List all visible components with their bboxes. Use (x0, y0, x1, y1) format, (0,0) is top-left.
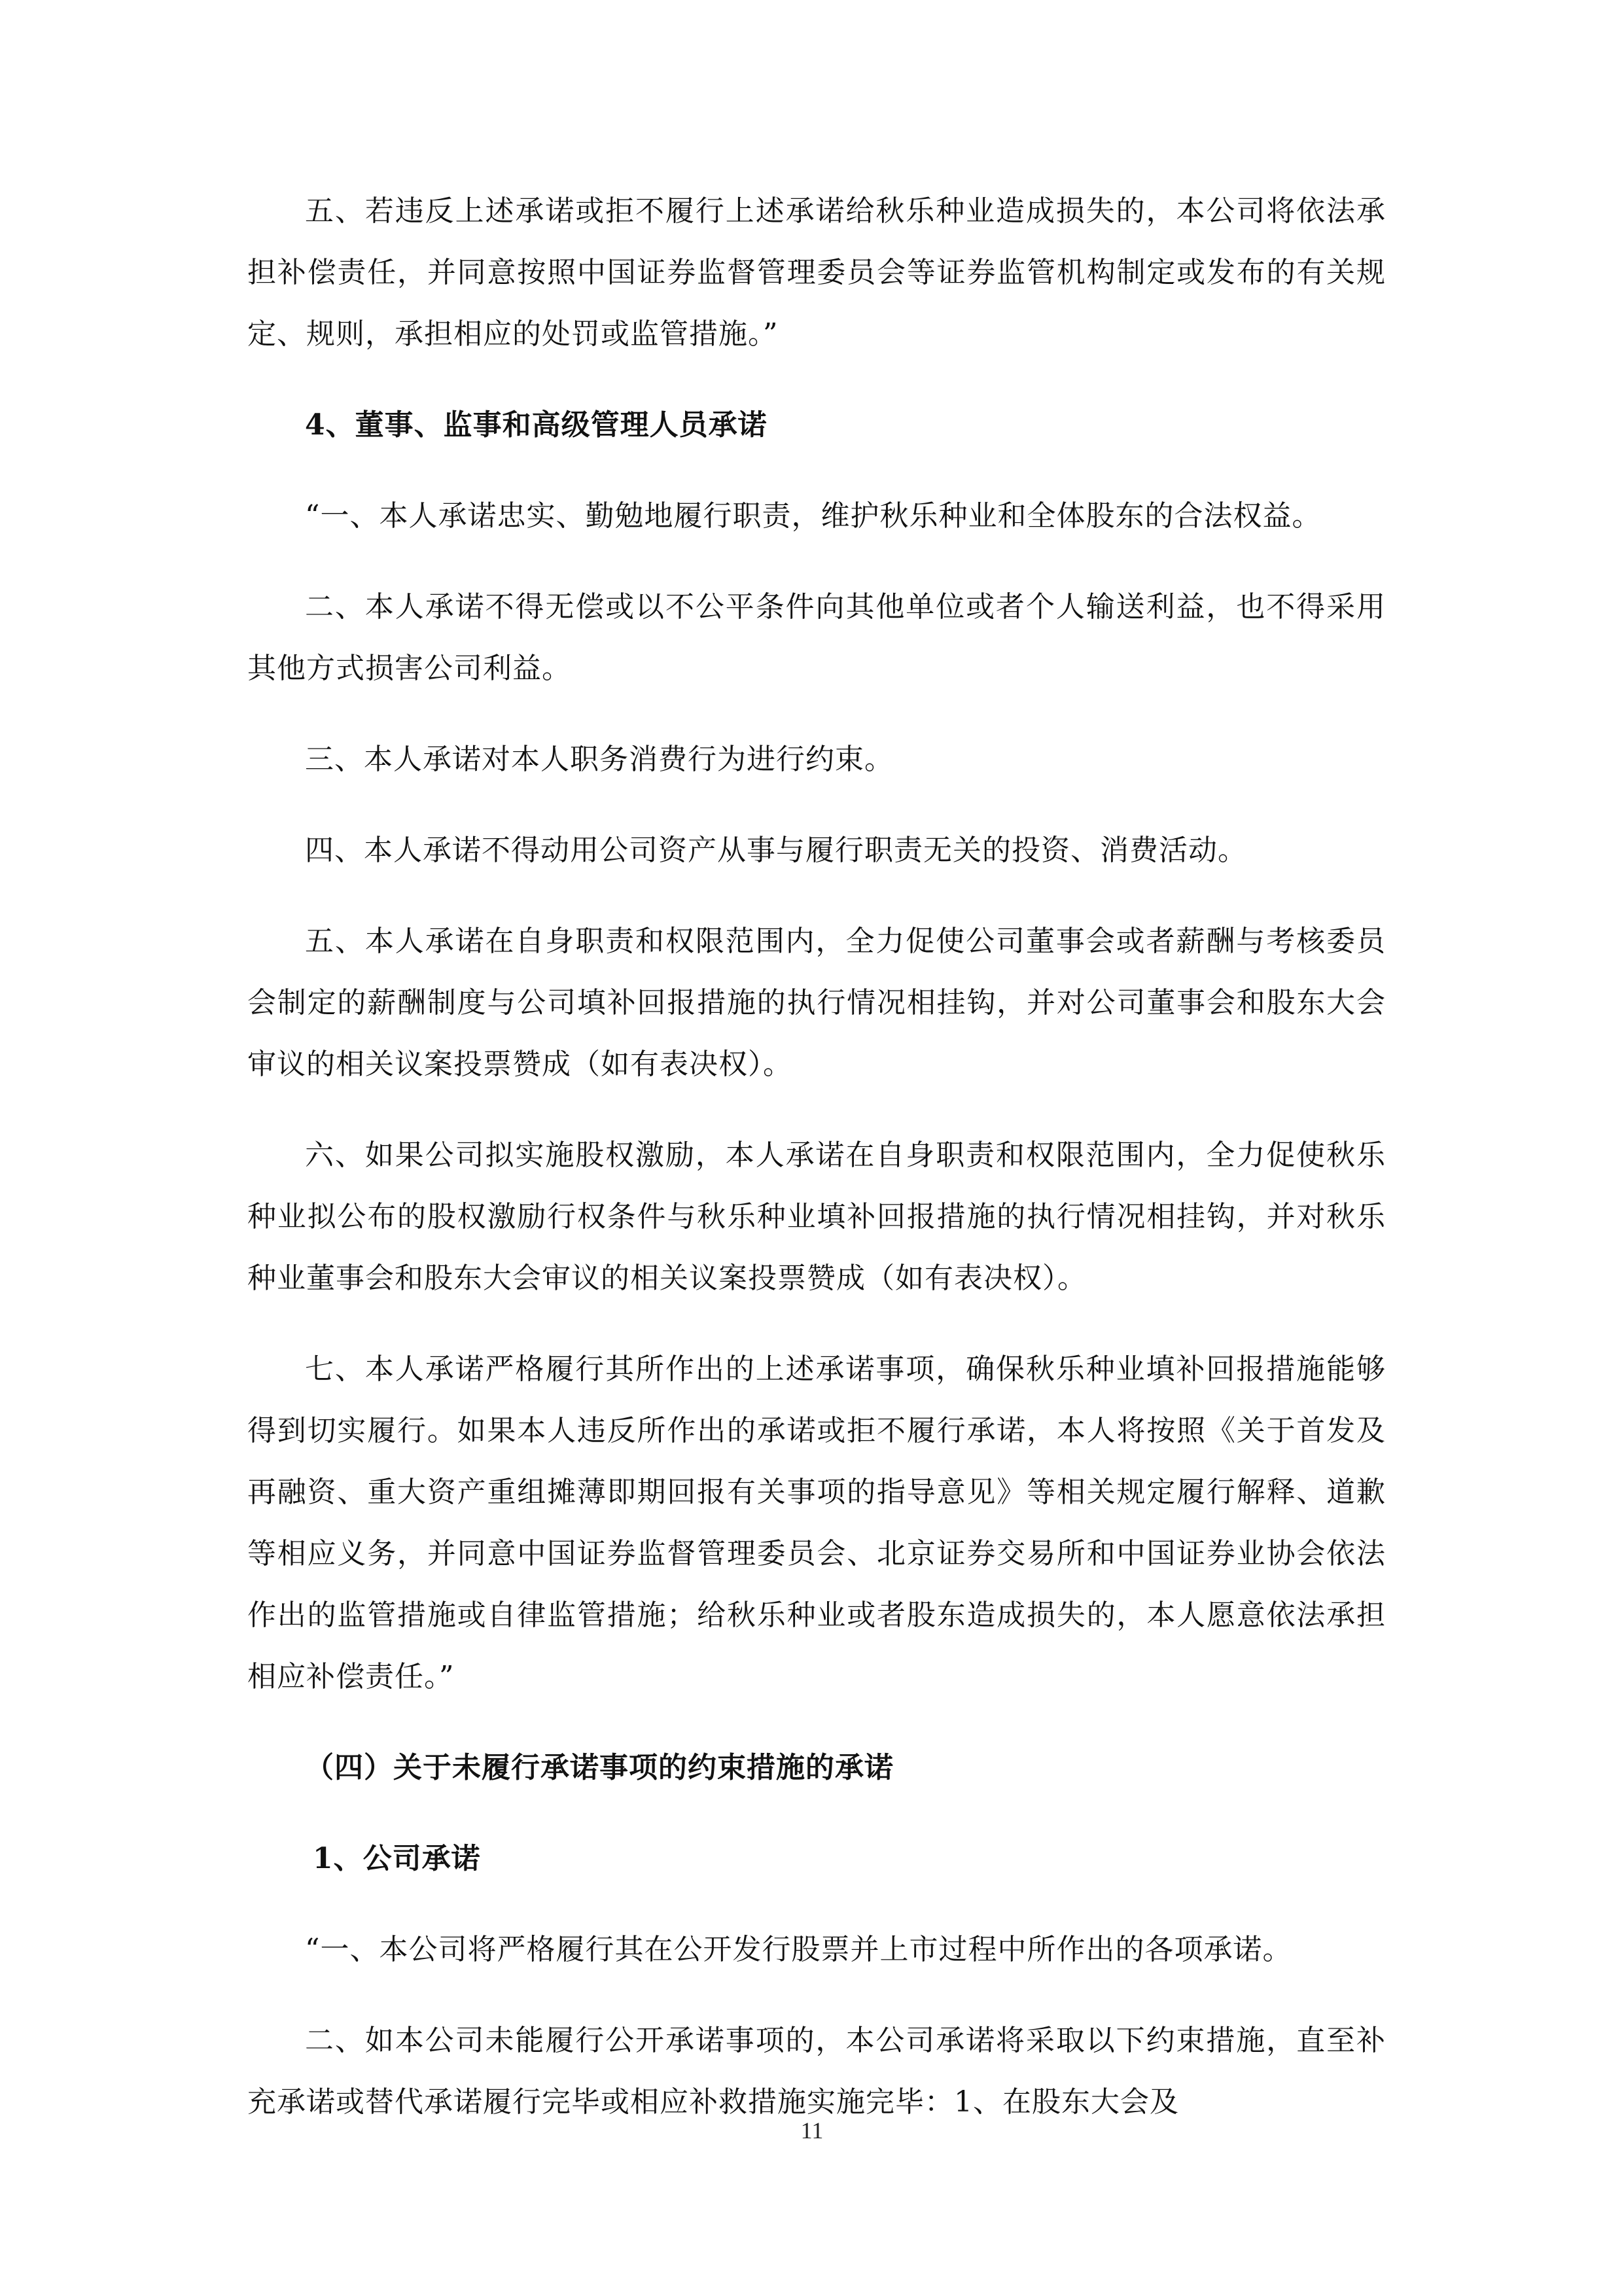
paragraph-1-loyalty: “一、本人承诺忠实、勤勉地履行职责，维护秋乐种业和全体股东的合法权益。 (305, 499, 1322, 533)
paragraph-5-compensation-link: 五、本人承诺在自身职责和权限范围内，全力促使公司董事会或者薪酬与考核委员会制定的薪酬制度与公司填补回报措施的执行情况相挂钩，并对公司董事会和股东大会审议的相关议案投票赞成（如有表决权）。 (247, 925, 1386, 1081)
document-body (247, 181, 1386, 2163)
section-heading-directors-commitment: 4、董事、监事和高级管理人员承诺 (305, 408, 768, 442)
subsection-heading-company-commitment: 1、公司承诺 (313, 1842, 481, 1875)
paragraph-5-penalty: 五、若违反上述承诺或拒不履行上述承诺给秋乐种业造成损失的，本公司将依法承担补偿责任，并同意按照中国证券监督管理委员会等证券监管机构制定或发布的有关规定、规则，承担相应的处罚或监管措施。” (247, 194, 1386, 351)
paragraph-6-equity-incentive: 六、如果公司拟实施股权激励，本人承诺在自身职责和权限范围内，全力促使秋乐种业拟公布的股权激励行权条件与秋乐种业填补回报措施的执行情况相挂钩，并对秋乐种业董事会和股东大会审议的相关议案投票赞成（如有表决权）。 (247, 1139, 1386, 1295)
paragraph-7-strict-performance: 七、本人承诺严格履行其所作出的上述承诺事项，确保秋乐种业填补回报措施能够得到切实履行。如果本人违反所作出的承诺或拒不履行承诺，本人将按照《关于首发及再融资、重大资产重组摊薄即期回报有关事项的指导意见》等相关规定履行解释、道歉等相应义务，并同意中国证券监督管理委员会、北京证券交易所和中国证券业协会依法作出的监管措施或自律监管措施；给秋乐种业或者股东造成损失的，本人愿意依法承担相应补偿责任。” (247, 1352, 1386, 1693)
paragraph-1-company-fulfill: “一、本公司将严格履行其在公开发行股票并上市过程中所作出的各项承诺。 (305, 1933, 1292, 1966)
page-number: 11 (800, 2117, 824, 2144)
section-heading-restraint-measures: （四）关于未履行承诺事项的约束措施的承诺 (305, 1751, 894, 1784)
paragraph-2-company-restraint: 二、如本公司未能履行公开承诺事项的，本公司承诺将采取以下约束措施，直至补充承诺或替代承诺履行完毕或相应补救措施实施完毕：1、在股东大会及 (247, 2024, 1386, 2119)
paragraph-3-consumption-restraint: 三、本人承诺对本人职务消费行为进行约束。 (305, 743, 894, 776)
paragraph-2-no-benefit-transfer: 二、本人承诺不得无偿或以不公平条件向其他单位或者个人输送利益，也不得采用其他方式损害公司利益。 (247, 590, 1386, 685)
paragraph-4-asset-use: 四、本人承诺不得动用公司资产从事与履行职责无关的投资、消费活动。 (305, 834, 1247, 867)
